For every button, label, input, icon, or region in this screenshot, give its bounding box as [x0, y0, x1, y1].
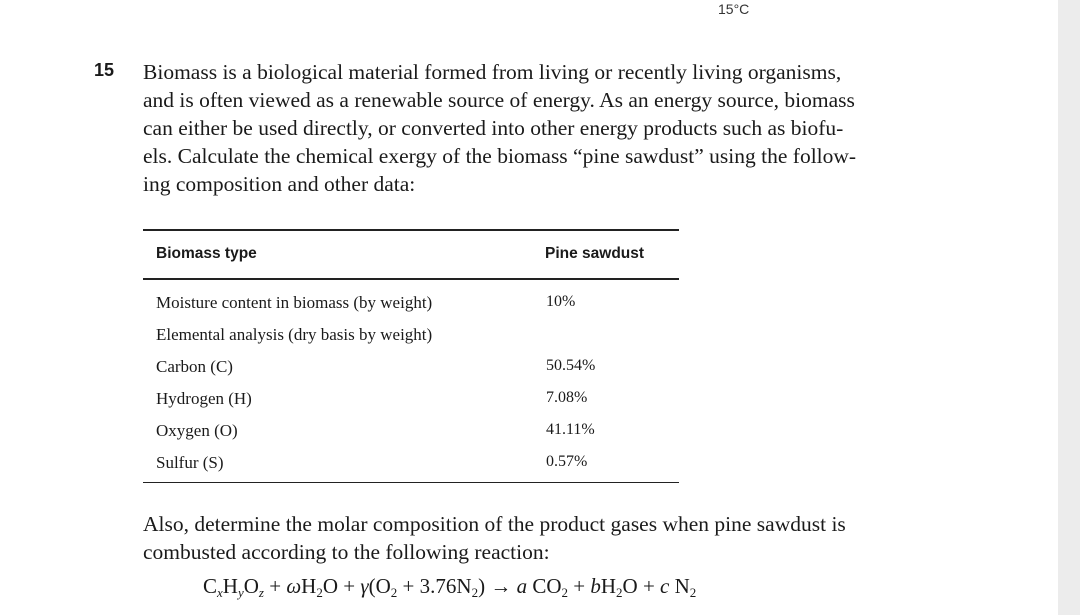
followup-line: Also, determine the molar composition of the product gases when pine sawdust is	[143, 512, 846, 536]
row-label: Oxygen (O)	[156, 421, 238, 440]
eq-arrow: →	[485, 574, 517, 598]
eq-subscript: x	[217, 585, 223, 600]
page-edge-margin	[1058, 0, 1080, 615]
row-value: 50.54%	[546, 357, 596, 374]
table-row	[143, 389, 679, 421]
eq-symbol: O	[622, 574, 638, 598]
eq-subscript: y	[237, 585, 244, 600]
table-row	[143, 421, 679, 453]
eq-subscript: z	[258, 585, 264, 600]
table-row	[143, 453, 679, 485]
question-number: 15	[94, 60, 115, 80]
table-bottom-rule	[143, 482, 679, 483]
eq-subscript: 2	[689, 585, 697, 600]
eq-symbol: + 3.76N	[397, 574, 472, 598]
eq-subscript: 2	[390, 585, 398, 600]
row-label: Elemental analysis (dry basis by weight)	[156, 325, 433, 344]
combustion-equation	[203, 574, 696, 601]
question-line: and is often viewed as a renewable source of energy. As an energy source, biomass	[143, 88, 855, 112]
eq-symbol: CO	[527, 574, 562, 598]
question-line: ing composition and other data:	[143, 172, 416, 196]
followup-line: combusted according to the following reaction:	[143, 540, 550, 564]
row-value: 10%	[546, 293, 576, 310]
eq-symbol: N	[669, 574, 690, 598]
row-value: 41.11%	[546, 421, 595, 438]
table-top-rule	[143, 229, 679, 231]
eq-coefficient: b	[590, 574, 601, 598]
eq-symbol: (O	[368, 574, 391, 598]
temperature-readout: 15°C	[718, 1, 750, 17]
eq-symbol: )	[478, 574, 486, 598]
row-label: Moisture content in biomass (by weight)	[156, 293, 433, 312]
row-value: 0.57%	[546, 453, 588, 470]
row-label: Sulfur (S)	[156, 453, 224, 472]
eq-symbol: O	[322, 574, 338, 598]
table-row	[143, 325, 679, 357]
table-header-pine-sawdust: Pine sawdust	[545, 245, 645, 262]
eq-symbol: H	[222, 574, 238, 598]
eq-subscript: 2	[616, 585, 623, 600]
table-header-rule	[143, 278, 679, 280]
eq-symbol: H	[301, 574, 317, 598]
eq-subscript: 2	[561, 585, 568, 600]
eq-subscript: 2	[471, 585, 479, 600]
row-label: Hydrogen (H)	[156, 389, 252, 408]
eq-subscript: 2	[316, 585, 323, 600]
eq-operator: +	[263, 574, 287, 598]
row-value: 7.08%	[546, 389, 588, 406]
eq-coefficient: c	[660, 574, 670, 598]
eq-symbol: O	[243, 574, 259, 598]
table-row	[143, 293, 679, 325]
eq-operator: +	[338, 574, 361, 598]
table-header-biomass-type: Biomass type	[156, 245, 257, 262]
question-line: Biomass is a biological material formed from living or recently living organisms,	[143, 60, 842, 84]
question-text	[143, 58, 943, 198]
eq-coefficient: ω	[286, 574, 302, 598]
eq-operator: +	[637, 574, 661, 598]
followup-text	[143, 510, 963, 566]
row-label: Carbon (C)	[156, 357, 233, 376]
question-line: els. Calculate the chemical exergy of the biomass “pine sawdust” using the follow-	[143, 144, 857, 168]
table-row	[143, 357, 679, 389]
eq-operator: +	[568, 574, 591, 598]
eq-symbol: C	[203, 574, 218, 598]
eq-symbol: H	[600, 574, 617, 598]
eq-coefficient: a	[516, 574, 528, 598]
eq-coefficient: γ	[360, 574, 369, 598]
question-line: can either be used directly, or converted into other energy products such as biofu-	[143, 116, 844, 140]
